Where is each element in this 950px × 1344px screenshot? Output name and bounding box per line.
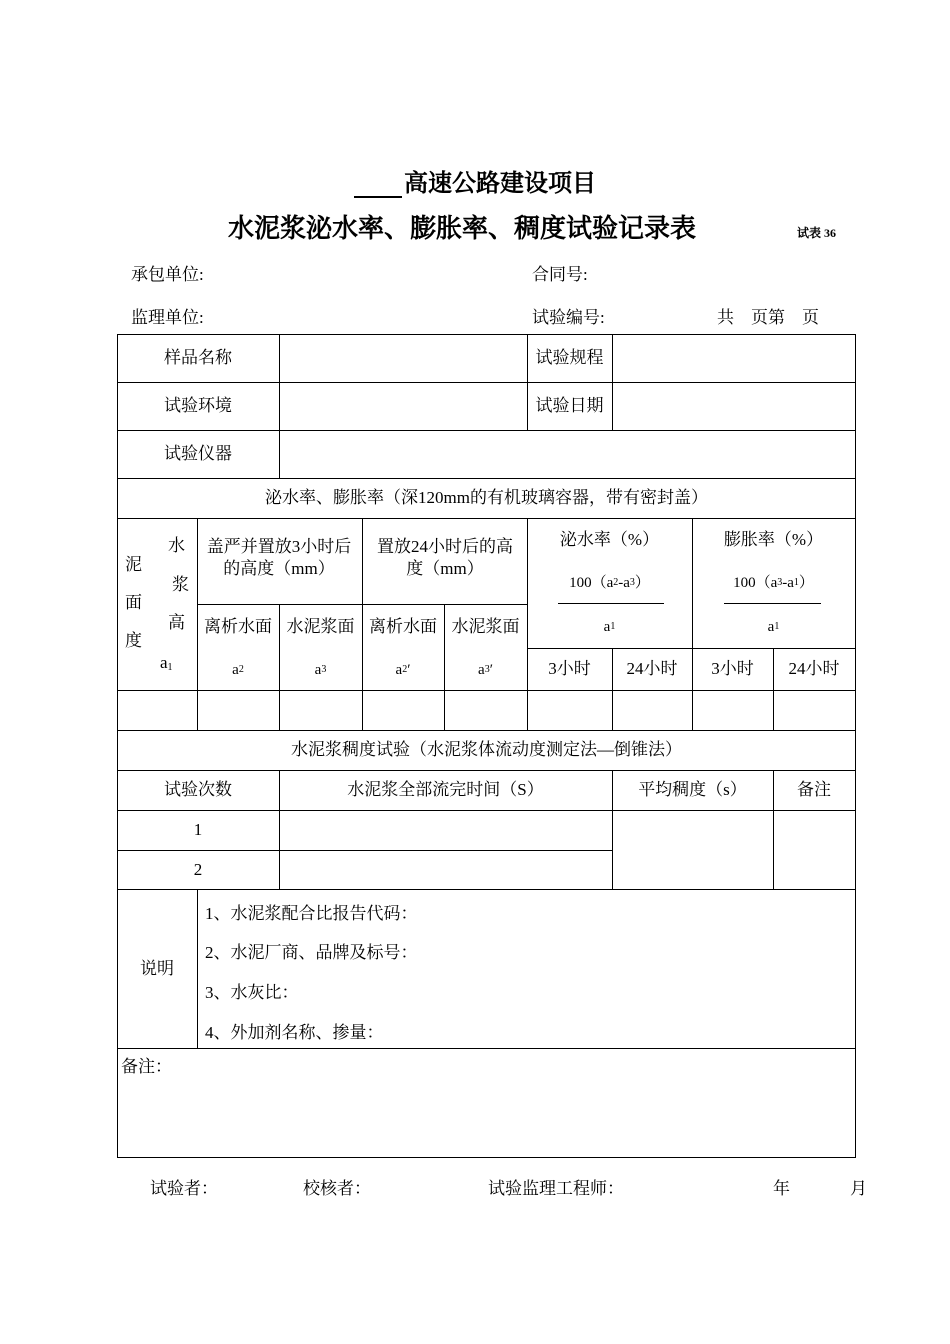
note-item: 2、水泥厂商、品牌及标号：: [205, 943, 418, 962]
note-item: 3、水灰比：: [205, 983, 299, 1002]
expand-fraction-bar: [724, 603, 821, 604]
a3-symbol: a 3: [314, 662, 327, 678]
data-expand-3h[interactable]: [693, 691, 773, 730]
data-expand-24h[interactable]: [774, 691, 855, 730]
environment-label: 试验环境: [164, 396, 232, 415]
flow-time-header: 水泥浆全部流完时间（S）: [347, 780, 544, 799]
bleed-3h: 3小时: [548, 659, 591, 678]
form-number: 试表 36: [797, 226, 837, 240]
avg-consistency-header: 平均稠度（s）: [638, 780, 747, 799]
trial-2: 2: [193, 859, 203, 879]
test-date-value[interactable]: [613, 383, 855, 430]
bleed-fraction-bar: [558, 603, 664, 604]
page-count: 共 页第 页: [717, 308, 819, 327]
slurry-char: 泥: [125, 555, 142, 574]
slurry-surface-3h: 水泥浆面: [286, 617, 355, 636]
sample-name-label: 样品名称: [164, 348, 232, 367]
project-name-blank[interactable]: [354, 174, 402, 198]
contract-no-label: 合同号:: [532, 265, 588, 284]
note-item: 4、外加剂名称、掺量：: [205, 1023, 384, 1042]
remark-value[interactable]: [774, 811, 855, 889]
expand-3h: 3小时: [711, 659, 754, 678]
flow-time-1[interactable]: [280, 811, 612, 850]
form-title: 水泥浆泌水率、膨胀率、稠度试验记录表: [228, 214, 697, 243]
bleed-rate-header: 泌水率（%）: [559, 530, 660, 549]
bleed-rate-numerator: 100（a 2 -a 3 ）: [569, 575, 650, 591]
remark-header: 备注: [797, 780, 831, 799]
slurry-surface-24h: 水泥浆面: [451, 617, 520, 636]
remarks-label: 备注：: [121, 1057, 172, 1076]
avg-consistency-value[interactable]: [613, 811, 773, 889]
a3-prime-symbol: a 3 ′: [478, 662, 493, 678]
engineer-label: 试验监理工程师：: [488, 1179, 624, 1198]
test-standard-value[interactable]: [613, 335, 855, 382]
instrument-value[interactable]: [280, 431, 855, 478]
expand-rate-denominator: a 1: [767, 619, 780, 635]
bleeding-section-title: 泌水率、膨胀率（深120mm的有机玻璃容器，带有密封盖）: [265, 488, 708, 507]
tester-label: 试验者：: [150, 1179, 218, 1198]
supervisor-label: 监理单位:: [131, 308, 204, 327]
sample-name-value[interactable]: [280, 335, 527, 382]
after-3h-header: 盖严并置放3小时后的高度（mm）: [206, 537, 352, 578]
data-bleed-3h[interactable]: [528, 691, 612, 730]
data-a3[interactable]: [280, 691, 362, 730]
after-24h-header: 置放24小时后的高度（mm）: [377, 537, 513, 578]
expand-rate-numerator: 100（a 3 -a 1 ）: [733, 575, 814, 591]
data-a1[interactable]: [118, 691, 197, 730]
trial-1: 1: [193, 820, 203, 839]
expand-24h: 24小时: [788, 659, 840, 678]
data-a3-prime[interactable]: [445, 691, 527, 730]
year-label: 年: [773, 1179, 790, 1198]
contractor-label: 承包单位:: [131, 265, 204, 284]
notes-label: 说明: [140, 958, 174, 978]
test-date-label: 试验日期: [535, 396, 604, 415]
data-a2-prime[interactable]: [363, 691, 444, 730]
expand-rate-header: 膨胀率（%）: [723, 530, 824, 549]
a2-symbol: a 2: [232, 662, 244, 678]
slurry-char: 度: [125, 631, 142, 650]
remarks-area[interactable]: [118, 1075, 855, 1157]
instrument-label: 试验仪器: [164, 444, 232, 463]
project-suffix: 高速公路建设项目: [404, 171, 596, 197]
test-no-label: 试验编号:: [532, 308, 605, 327]
slurry-char: 水: [168, 536, 185, 555]
data-a2[interactable]: [198, 691, 279, 730]
consistency-section-title: 水泥浆稠度试验（水泥浆体流动度测定法—倒锥法）: [291, 740, 682, 759]
trial-count-header: 试验次数: [164, 780, 232, 799]
note-item: 1、水泥浆配合比报告代码：: [205, 904, 418, 923]
flow-time-2[interactable]: [280, 851, 612, 889]
month-label: 月: [850, 1179, 867, 1198]
a1-symbol: $a_1$: [160, 653, 173, 673]
environment-value[interactable]: [280, 383, 527, 430]
bleed-rate-denominator: a 1: [603, 619, 616, 635]
data-bleed-24h[interactable]: [613, 691, 692, 730]
checker-label: 校核者：: [303, 1179, 371, 1198]
water-surface-3h: 离析水面: [204, 617, 272, 636]
bleed-24h: 24小时: [626, 659, 678, 678]
slurry-char: 面: [125, 593, 142, 612]
slurry-char: 浆: [172, 575, 189, 594]
project-title: [0, 163, 950, 198]
a2-prime-symbol: a 2 ′: [395, 662, 411, 678]
test-standard-label: 试验规程: [535, 348, 604, 367]
slurry-char: 高: [168, 613, 185, 632]
water-surface-24h: 离析水面: [369, 617, 437, 636]
